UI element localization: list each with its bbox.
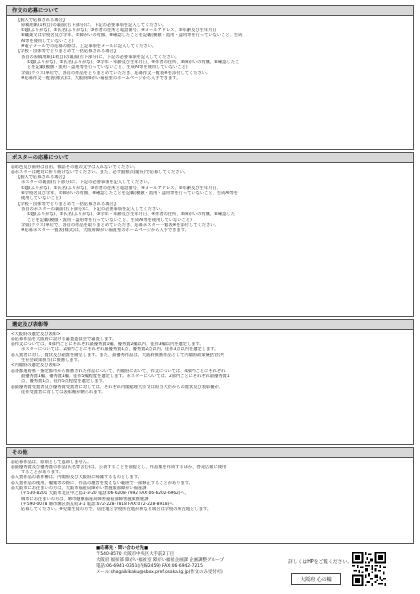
text-line: ◎ポスターは絶対に折り曲げないでください。また、必ず縦様式(縦長)で応募してください。 [11, 169, 189, 175]
text-line: ◎入賞作品の著作権は、内閣府及び大阪府に帰属するものとします。 [11, 475, 142, 481]
text-line: 使用していないこと) [21, 196, 61, 202]
section-other [6, 447, 414, 544]
section-title: 選定及び表彰等 [7, 320, 413, 330]
section-title: ポスターの応募について [7, 153, 413, 163]
text-line: (〒590-0078 堺市堺区南瓦町3-1 電話:072-228-7818 FAX:072-228-8918)へ [21, 501, 174, 507]
qr-code-icon[interactable] [352, 552, 386, 586]
text-line: AI等を使用していないこと) [21, 38, 74, 44]
text-line: ◎入賞者に対し、賞状及び副賞を贈呈します。また、最優秀作品は、大阪府推薦作品として内閣府政策統括官(共 [11, 352, 225, 358]
text-line: 堺市にお住まいの方は、堺市健康福祉局障害福祉部障害施策推進課 [21, 496, 149, 502]
text-line: ◎応募作品は、原則として返却しません。 [11, 459, 92, 465]
text-line: ◎入賞作品の使用、編集等の際に、作品の趣旨を変えない範囲で一部修正することがあります。 [11, 480, 193, 486]
section-body [7, 330, 413, 396]
text-line: ①題(ふりがな)、②氏名(ふりがな)、③作者の住所と電話番号、④メールアドレス、⑤年齢及び生年月日、 [21, 185, 221, 191]
contact-phone-fax: 電話:06-6941-0351(内線2459) FAX:06-6942-7215 [96, 564, 203, 569]
section-poster [6, 152, 414, 317]
text-line: 点、優秀賞1点、佳作5点程度を選定します。 [21, 379, 107, 385]
text-line: 学級(クラス)単位で、各自の作品を取りまとめていただき、応募ポスター一覧表※を添付してください。 [21, 222, 219, 228]
text-line: (〒530-8201 大阪市北区中之島1-3-20 電話:06-6208-7992 FAX:06-6202-6962)へ、 [21, 491, 189, 497]
text-line: 学級(クラス)単位で、各自の作品をとりまとめていただき、応募作文一覧表※を添付してください。 [21, 70, 211, 76]
text-line: 【個人で応募される場合】 [16, 175, 68, 181]
section-selection-awards [6, 319, 414, 445]
text-line: ◎最優秀賞受賞者及び優秀賞受賞者に対しては、それぞれ内閣総理大臣又は担当大臣からの賞状及び表彰楯が、 [11, 384, 223, 390]
text-line: 佳作受賞者に対しては表彰楯が贈られます。 [21, 389, 106, 395]
text-line: ◎大阪市にお住まいの方は、大阪市福祉局障がい者施策部障がい福祉課 [11, 486, 147, 492]
text-line: 最優秀賞1編、優秀賞1編、佳作5編程度を選定します。ポスターについては、2部門ごとにそれぞれ最優秀賞1 [21, 373, 230, 379]
text-line: ポスターについては、2部門ごとにそれぞれ最優秀賞1点、優秀賞2点以内、佳作3点以内を選定します。 [21, 347, 219, 353]
text-line: ◎作文については、4部門ごとにそれぞれ最優秀賞1編、優秀賞2編以内、佳作3編以内を選定します。 [11, 342, 204, 348]
qr-caption: 詳しくはHPをご覧ください。 [288, 560, 353, 565]
text-line: 【個人で応募される場合】 [16, 17, 68, 23]
text-line: ことを記載(模倣・流用・盗用等を行っていないこと、生成AI等を使用していないこと) [27, 217, 192, 223]
section-title: 作文の応募について [7, 6, 413, 16]
text-line: ※電子メールでの応募の際は、上記事項をメールに記入してください。 [21, 44, 157, 50]
text-line: 生社会政策担当)に推薦します。 [21, 358, 82, 364]
section-essay [6, 5, 414, 150]
flyer-document [6, 5, 414, 544]
contact-footer [6, 546, 414, 590]
text-line: ◎応募作品を大阪府に設ける審査委員会で審査します。 [11, 336, 117, 342]
text-line: ①題(ふりがな)、②氏名(ふりがな)、③作者の住所と電話番号、④メールアドレス、⑤年齢及び生年月日 [21, 28, 217, 34]
section-body [7, 16, 413, 82]
text-line: 【学校・団体等でとりまとめて一括応募される場合】 [16, 49, 119, 55]
contact-department: 大阪府 福祉部 障がい福祉室 障がい福祉企画課 企画調整グループ [96, 558, 225, 563]
text-line: ①題(ふりがな)、②氏名(ふりがな)、③学年・年齢及び生年月日、④作者の住所、⑤障がいの有無、⑥確認したこ [27, 59, 240, 65]
text-line: ポスターの裏面(右下部分)に、下記の必要事項を記入してください。 [21, 180, 152, 186]
text-line: ◎各都道府県・指定都市から推薦された作品について、内閣府において、作文については、4部門ごとにそれぞれ [11, 368, 226, 374]
section-title: その他 [7, 448, 413, 458]
contact-email[interactable]: メール:shogaikikaku@sbox.pref.osaka.lg.jp(作文のみ受付可) [96, 570, 223, 575]
text-line: ①題(ふりがな)、②氏名(ふりがな)、③学年・年齢及び生年月日、④作者の住所、⑤障がいの有無、⑥確認した [27, 212, 235, 218]
text-line: ◎最優秀賞及び優秀賞の作品(氏名等含む)は、公表することを前提とし、作品集を作成するほか、啓発広報に使用 [11, 464, 227, 470]
text-line: 各自の原稿用紙(1枚目)の裏面(右下部分)に、下記の必要事項を記入してください。 [21, 54, 180, 60]
text-line: ※応募ポスター一覧表(様式)は、大阪府障がい福祉室のホームページから入手できます。 [21, 228, 189, 234]
text-line: 応募してください。※児童生徒の方で、居住地と学校所在地が異なる場合は学校の所在地とします。 [21, 507, 212, 513]
section-body [7, 458, 413, 514]
text-line: とを記載(模倣・流用・盗用等を行っていないこと、生成AI等を使用していないこと) [27, 65, 188, 71]
contact-heading: ■応募先・問い合わせ先■ [96, 546, 149, 551]
text-line: 原稿用紙(1枚目)の裏面(右下部分)に、下記の必要事項を記入してください。 [21, 22, 167, 28]
text-line: <内閣府の選定及び表彰> [11, 363, 61, 369]
text-line: ◎彩色及び画材は自由。標語その他の文字は入れないでください。 [11, 164, 138, 170]
text-line: することがあります。 [21, 470, 64, 476]
text-line: 【学校・団体等でとりまとめて一括応募される場合】 [16, 201, 119, 207]
contact-address: 〒540-8570 大阪市中央区大手前2丁目 [96, 552, 175, 557]
text-line: ⑥学校名及び学年、⑦障がいの有無、⑧確認したことを記載(模倣・流用・盗用等を行っていないこと、生成AI等を [21, 191, 239, 197]
section-body [7, 163, 413, 235]
text-line: <大阪府の選定及び表彰> [11, 331, 61, 337]
text-line: ※応募作文一覧表(様式)は、大阪府障がい福祉室のホームページから入手できます。 [21, 75, 181, 81]
osaka-kokoronowa-logo: 大阪府 心の輪 [291, 573, 341, 585]
text-line: 各自のポスターの裏面(右下部分)に、下記の必要事項を記入してください。 [21, 206, 165, 212]
text-line: ⑥職業又は学校名及び学年、⑦障がいの有無、⑧確認したことを記載(模倣・流用・盗用等を行っていないこと、生成 [21, 33, 243, 39]
